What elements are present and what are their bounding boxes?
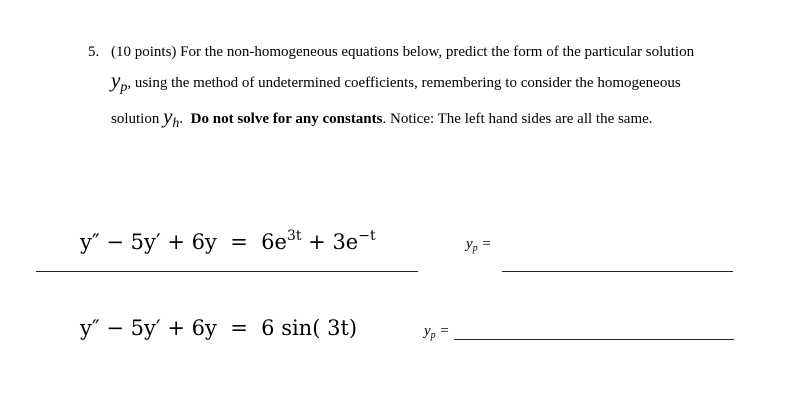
solution-word: solution bbox=[111, 111, 160, 127]
problem-number: 5. bbox=[88, 44, 100, 60]
answer-2-label: $y_p$ = bbox=[424, 323, 450, 341]
problem-line-3 bbox=[88, 102, 748, 138]
equation-1-equals: = bbox=[230, 230, 248, 254]
equation-1-lhs: y″ − 5y′ + 6y bbox=[80, 230, 217, 254]
equation-1-rhs-a: 6e bbox=[261, 230, 287, 254]
problem-text-2: , using the method of undetermined coefficients, remembering to consider the homogeneous bbox=[127, 75, 681, 91]
underline-left bbox=[36, 271, 418, 272]
equation-2-lhs: y″ − 5y′ + 6y bbox=[80, 316, 217, 340]
problem-line-1 bbox=[88, 38, 748, 66]
answer-2-blank[interactable] bbox=[454, 339, 734, 340]
problem-text-1: For the non-homogeneous equations below, predict the form of the particular solution bbox=[180, 44, 695, 60]
bold-instruction: Do not solve for any constants bbox=[190, 111, 383, 127]
answer-1-blank[interactable] bbox=[502, 271, 733, 272]
period: . bbox=[179, 111, 184, 127]
equation-1-exp-b: −t bbox=[358, 228, 376, 244]
equation-2-equals: = bbox=[230, 316, 248, 340]
equation-1-rhs-b: + 3e bbox=[301, 230, 359, 254]
problem-points: (10 points) bbox=[111, 44, 177, 60]
notice-text: . Notice: The left hand sides are all the same. bbox=[382, 111, 653, 127]
equation-1-exp-a: 3t bbox=[286, 228, 302, 244]
yp-symbol: $y_p$ bbox=[111, 68, 128, 95]
problem-line-2 bbox=[88, 66, 748, 102]
yh-symbol: $y_h$ bbox=[163, 104, 180, 131]
answer-1-label: $y_p$ = bbox=[466, 236, 492, 254]
problem-statement bbox=[88, 38, 748, 138]
equation-2-rhs: 6 sin( 3t) bbox=[261, 316, 358, 340]
equation-1 bbox=[80, 228, 376, 254]
equation-2 bbox=[80, 316, 357, 340]
